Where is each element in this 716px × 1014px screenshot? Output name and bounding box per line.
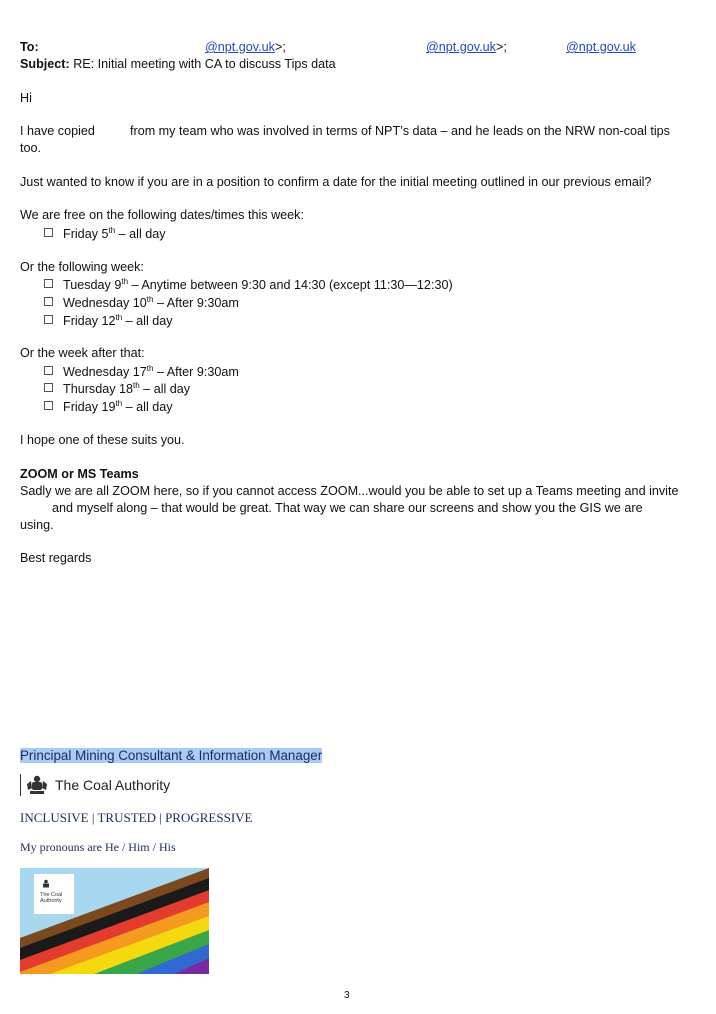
para1-start: I have copied bbox=[20, 124, 95, 138]
list-item-suffix: th bbox=[146, 295, 154, 304]
signature-title-text: Principal Mining Consultant & Information Manager bbox=[20, 748, 323, 763]
list-item bbox=[44, 364, 239, 379]
para1-rest: from my team who was involved in terms of NPT’s data – and he leads on the NRW non-coal tips bbox=[130, 124, 670, 138]
list-item-day: Thursday 18 bbox=[63, 382, 134, 396]
recipient-3-link[interactable]: @npt.gov.uk bbox=[566, 40, 636, 54]
list-item-rest: – After 9:30am bbox=[153, 296, 239, 310]
recipient-2-separator: >; bbox=[495, 40, 507, 54]
zoom-line-1: Sadly we are all ZOOM here, so if you cannot access ZOOM...would you be able to set up a Teams meeting and invite bbox=[20, 484, 679, 498]
list-item-rest: – all day bbox=[122, 400, 173, 414]
list-item-rest: – Anytime between 9:30 and 14:30 (except 11:30—12:30) bbox=[128, 278, 453, 292]
zoom-line-2: and myself along – that would be great. That way we can share our screens and show you the GIS we are bbox=[52, 501, 643, 515]
list-item bbox=[44, 226, 166, 241]
to-label: To: bbox=[20, 40, 39, 54]
list-item-day: Wednesday 17 bbox=[63, 365, 147, 379]
list-item-suffix: th bbox=[121, 277, 129, 286]
values-line: INCLUSIVE | TRUSTED | PROGRESSIVE bbox=[20, 810, 253, 825]
next-week-intro: Or the following week: bbox=[20, 260, 144, 274]
signature-title bbox=[20, 748, 322, 763]
list-item-suffix: th bbox=[108, 226, 116, 235]
checkbox-icon bbox=[44, 401, 53, 410]
coal-authority-logo bbox=[20, 773, 170, 797]
subject-text: RE: Initial meeting with CA to discuss Tips data bbox=[73, 57, 336, 71]
banner-logo bbox=[34, 874, 74, 914]
list-item-suffix: th bbox=[146, 364, 154, 373]
recipient-1-separator: >; bbox=[274, 40, 286, 54]
checkbox-icon bbox=[44, 383, 53, 392]
list-item bbox=[44, 313, 173, 328]
closing: Best regards bbox=[20, 551, 92, 565]
para2: Just wanted to know if you are in a position to confirm a date for the initial meeting outlined in our previous email? bbox=[20, 175, 652, 189]
recipient-1 bbox=[205, 40, 286, 54]
banner-logo-text: The Coal Authority bbox=[40, 892, 63, 904]
zoom-line-3: using. bbox=[20, 518, 54, 532]
list-item-day: Friday 5 bbox=[63, 227, 109, 241]
logo-divider bbox=[20, 774, 21, 796]
list-item-suffix: th bbox=[115, 313, 123, 322]
list-item-rest: – After 9:30am bbox=[153, 365, 239, 379]
list-item-day: Wednesday 10 bbox=[63, 296, 147, 310]
list-item-rest: – all day bbox=[122, 314, 173, 328]
para1-line2: too. bbox=[20, 141, 42, 155]
hope-line: I hope one of these suits you. bbox=[20, 433, 185, 447]
subject-line bbox=[20, 57, 336, 71]
recipient-2-link[interactable]: @npt.gov.uk bbox=[426, 40, 496, 54]
list-item-day: Friday 19 bbox=[63, 400, 116, 414]
checkbox-icon bbox=[44, 279, 53, 288]
this-week-intro: We are free on the following dates/times this week: bbox=[20, 208, 304, 222]
checkbox-icon bbox=[44, 366, 53, 375]
list-item-suffix: th bbox=[133, 381, 140, 390]
zoom-heading: ZOOM or MS Teams bbox=[20, 467, 139, 481]
recipient-3 bbox=[566, 40, 636, 54]
week-after-intro: Or the week after that: bbox=[20, 346, 145, 360]
list-item bbox=[44, 399, 173, 414]
list-item-day: Friday 12 bbox=[63, 314, 116, 328]
checkbox-icon bbox=[44, 228, 53, 237]
list-item-rest: – all day bbox=[115, 227, 166, 241]
list-item-suffix: th bbox=[115, 399, 123, 408]
greeting: Hi bbox=[20, 91, 32, 105]
list-item bbox=[44, 277, 453, 292]
recipient-2 bbox=[426, 40, 507, 54]
recipient-1-link[interactable]: @npt.gov.uk bbox=[205, 40, 275, 54]
list-item bbox=[44, 381, 190, 396]
list-item-rest: – all day bbox=[139, 382, 191, 396]
list-item-day: Tuesday 9 bbox=[63, 278, 122, 292]
pronouns-line: My pronouns are He / Him / His bbox=[20, 840, 176, 854]
page-number: 3 bbox=[344, 990, 350, 1001]
list-item bbox=[44, 295, 239, 310]
subject-label: Subject: bbox=[20, 57, 70, 71]
banner-crest-icon bbox=[40, 879, 52, 889]
pride-banner bbox=[20, 868, 209, 974]
org-name: The Coal Authority bbox=[55, 777, 171, 793]
checkbox-icon bbox=[44, 315, 53, 324]
royal-crest-icon bbox=[25, 774, 49, 796]
checkbox-icon bbox=[44, 297, 53, 306]
